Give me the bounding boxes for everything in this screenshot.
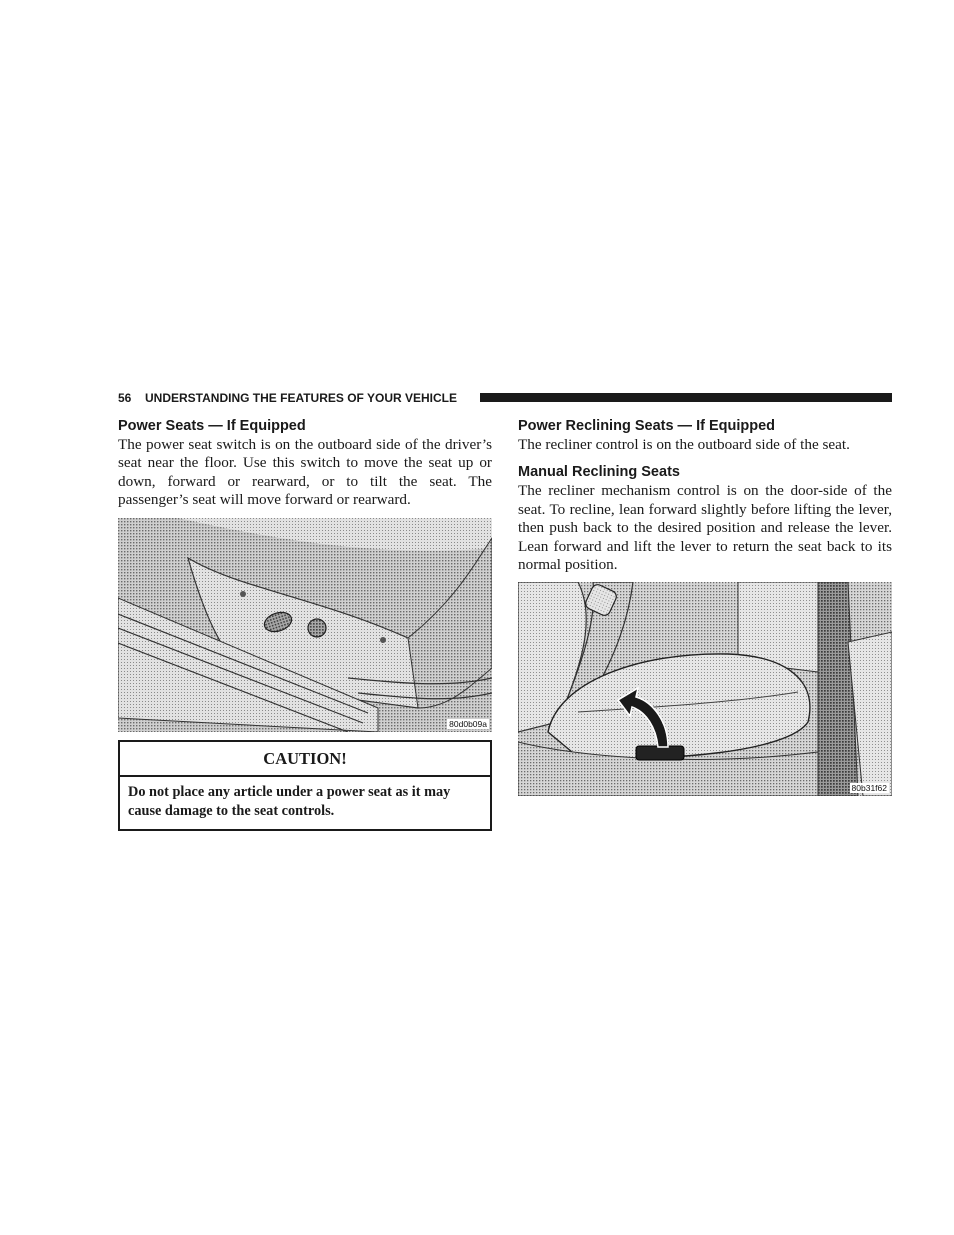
caution-box	[118, 740, 492, 831]
manual-reclining-heading: Manual Reclining Seats	[518, 464, 680, 481]
header-rule	[480, 393, 892, 402]
page-number: 56	[118, 391, 132, 405]
right-column	[518, 416, 892, 796]
figure-code: 80b31f62	[851, 783, 887, 794]
page-header	[118, 390, 892, 406]
recliner-lever-illustration	[518, 582, 892, 796]
power-seat-switch-figure	[118, 518, 492, 732]
power-seat-switch-illustration	[118, 518, 492, 732]
power-seats-text: The power seat switch is on the outboard side of the driver’s seat near the floor. Use this switch to move the seat up or down, forward or rearward, or to tilt the seat. The passenger’s seat will move forward or rearward.	[118, 436, 492, 509]
recliner-lever-figure	[518, 582, 892, 796]
running-title: UNDERSTANDING THE FEATURES OF YOUR VEHICLE	[145, 391, 458, 405]
manual-reclining-text: The recliner mechanism control is on the door-side of the seat. To recline, lean forward slightly before lifting the lever, then push back to the desired position and release the lever. Lean forward and lift the lever to return the seat back to its normal position.	[518, 482, 892, 574]
caution-text: Do not place any article under a power seat as it may cause damage to the seat controls.	[128, 783, 451, 819]
left-column	[118, 416, 492, 831]
power-reclining-heading: Power Reclining Seats — If Equipped	[518, 418, 776, 434]
power-reclining-text: The recliner control is on the outboard side of the seat.	[518, 436, 850, 453]
caution-title: CAUTION!	[120, 742, 490, 777]
power-seats-heading: Power Seats — If Equipped	[118, 418, 306, 434]
figure-code: 80d0b09a	[449, 718, 487, 729]
